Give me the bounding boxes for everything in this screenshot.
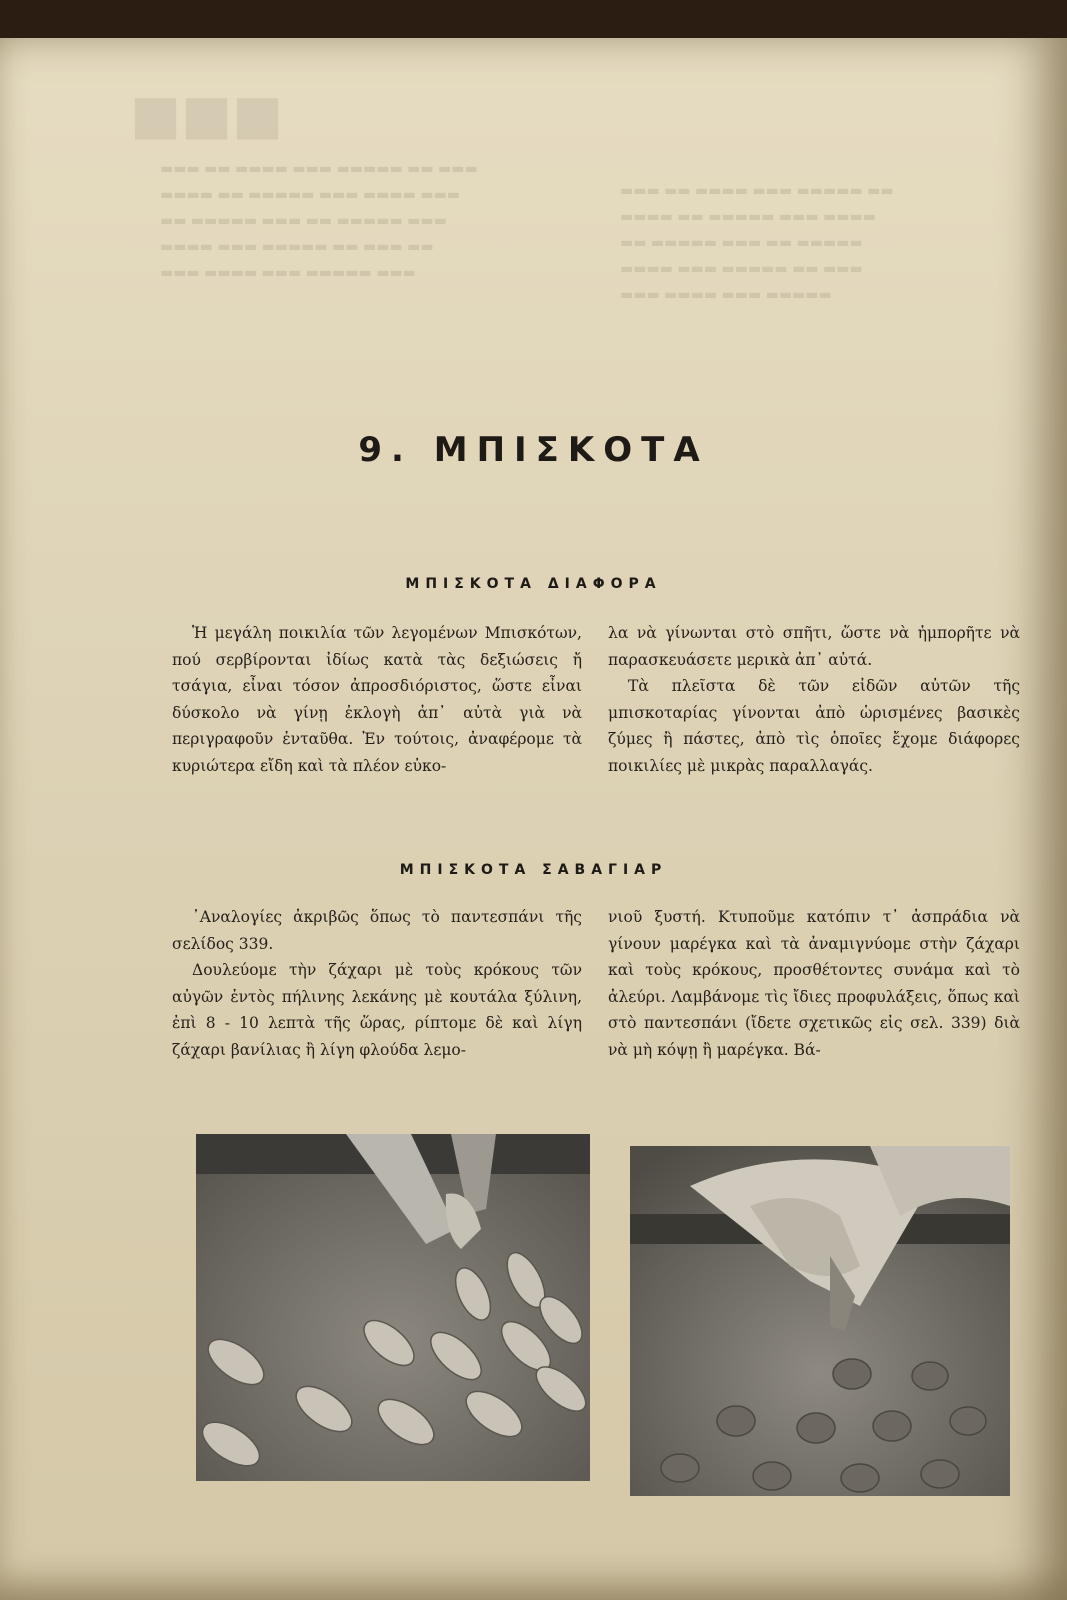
section-1-left-column xyxy=(172,620,582,779)
section-1-right-column xyxy=(608,620,1020,779)
paragraph: λα νὰ γίνωνται στὸ σπῆτι, ὥστε νὰ ἠμπορῆτε νὰ παρασκευάσετε μερικὰ ἀπ᾽ αὐτά. xyxy=(608,624,1020,669)
show-through-text-left: ▬▬▬ ▬▬ ▬▬▬▬ ▬▬▬ ▬▬▬▬▬ ▬▬ ▬▬▬ ▬▬▬▬ ▬▬ ▬▬▬▬▬ ▬▬▬ ▬▬▬▬ ▬▬▬ ▬▬ ▬▬▬▬▬ ▬▬▬ ▬▬ ▬▬▬▬▬ ▬▬▬ ▬▬▬▬ ▬▬▬ ▬▬▬▬▬ ▬▬ ▬▬▬ ▬▬ ▬▬▬ ▬▬▬▬ ▬▬▬ ▬▬▬▬▬ ▬▬▬ xyxy=(160,161,478,281)
show-through-page-number: ■■■ xyxy=(130,83,284,146)
paragraph: νιοῦ ξυστή. Κτυποῦμε κατόπιν τ᾽ ἀσπράδια νὰ γίνουν μαρέγκα καὶ τὰ ἀναμιγνύομε στὴν ζάχαρι καὶ τοὺς κρόκους, προσθέτοντες συνάμα καὶ τὸ ἀλεύρι. Λαμβάνομε τὶς ἴδιες προφυλάξεις, ὅπως καὶ στὸ παντεσπάνι (ἴδετε σχετικῶς εἰς σελ. 339) διὰ νὰ μὴ κόψῃ ἢ μαρέγκα. Βά- xyxy=(608,908,1020,1059)
paragraph: Τὰ πλεῖστα δὲ τῶν εἰδῶν αὐτῶν τῆς μπισκοταρίας γίνονται ἀπὸ ὡρισμένες βασικὲς ζύμες ἢ πάστες, ἀπὸ τὶς ὁποῖες ἔχομε διάφορες ποικιλίες μὲ μικρὰς παραλλαγάς. xyxy=(608,677,1020,775)
chapter-title: 9. ΜΠΙΣΚΟΤΑ xyxy=(358,430,709,470)
paragraph: Δουλεύομε τὴν ζάχαρι μὲ τοὺς κρόκους τῶν αὐγῶν ἐντὸς πήλινης λεκάνης μὲ κουτάλα ξύλινη, ἐπὶ 8 - 10 λεπτὰ τῆς ὥρας, ρίπτομε δὲ καὶ λίγη ζάχαρι βανίλιας ἢ λίγη φλούδα λεμο- xyxy=(172,961,582,1059)
paragraph: Ἡ μεγάλη ποικιλία τῶν λεγομένων Μπισκότων, πού σερβίρονται ἰδίως κατὰ τὰς δεξιώσεις ἤ τσάγια, εἶναι τόσον ἀπροσδιόριστος, ὥστε εἶναι δύσκολο νὰ γίνῃ ἐκλογὴ ἀπ᾽ αὐτὰ γιὰ νὰ περιγραφοῦν ἐνταῦθα. Ἐν τούτοις, ἀναφέρομε τὰ κυριώτερα εἴδη καὶ τὰ πλέον εὐκο- xyxy=(172,624,582,775)
paragraph: ᾽Αναλογίες ἀκριβῶς ὅπως τὸ παντεσπάνι τῆς σελίδος 339. xyxy=(172,908,582,953)
show-through-text-right: ▬▬▬ ▬▬ ▬▬▬▬ ▬▬▬ ▬▬▬▬▬ ▬▬ ▬▬▬▬ ▬▬ ▬▬▬▬▬ ▬▬▬ ▬▬▬▬ ▬▬ ▬▬▬▬▬ ▬▬▬ ▬▬ ▬▬▬▬▬ ▬▬▬▬ ▬▬▬ ▬▬▬▬▬ ▬▬ ▬▬▬ ▬▬▬ ▬▬▬▬ ▬▬▬ ▬▬▬▬▬ xyxy=(620,183,894,303)
section-title-biscuits-savoiardi: ΜΠΙΣΚΟΤΑ ΣΑΒΑΓΙΑΡ xyxy=(399,862,668,878)
photo-piping-ladyfingers xyxy=(196,1134,590,1481)
section-2-left-column xyxy=(172,904,582,1063)
section-title-biscuits-various: ΜΠΙΣΚΟΤΑ ΔΙΑΦΟΡΑ xyxy=(405,576,662,592)
photo-piping-round-biscuits xyxy=(630,1146,1010,1496)
book-page xyxy=(0,38,1067,1600)
section-2-right-column xyxy=(608,904,1020,1063)
